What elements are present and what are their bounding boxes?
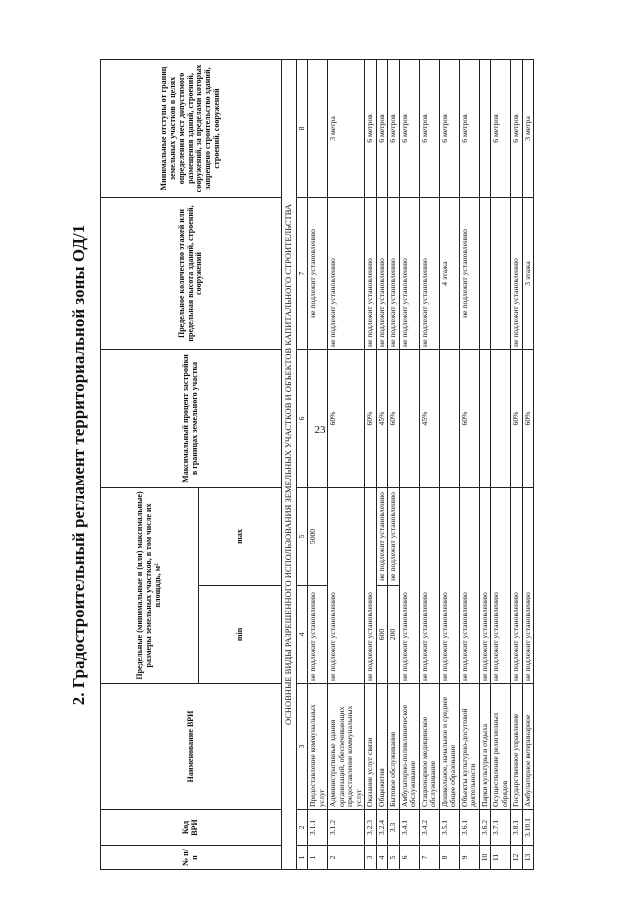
row-name: Дошкольное, начальное и среднее общее образование bbox=[439, 684, 459, 810]
row-floors: не подлежит установлению bbox=[376, 198, 388, 350]
row-floors: не подлежит установлению bbox=[459, 198, 479, 350]
row-code: 3.4.1 bbox=[399, 810, 419, 846]
row-floors: 3 этажа bbox=[522, 198, 534, 350]
row-minmax: не подлежит установлению bbox=[491, 488, 511, 684]
row-setback: 6 метров bbox=[388, 60, 400, 198]
row-coverage: 45% bbox=[376, 350, 388, 488]
row-setback: 6 метров bbox=[399, 60, 419, 198]
document-title: 2. Градостроительный регламент территориальной зоны ОД/1 bbox=[69, 224, 88, 706]
col-name-header: Наименование ВРИ bbox=[101, 684, 282, 810]
row-floors: не подлежит установлению bbox=[511, 198, 523, 350]
row-floors bbox=[479, 198, 491, 350]
row-setback bbox=[479, 60, 491, 198]
row-floors: не подлежит установлению bbox=[419, 198, 439, 350]
row-num: 2 bbox=[328, 846, 365, 870]
table-row bbox=[459, 60, 479, 870]
row-num: 10 bbox=[479, 846, 491, 870]
row-minmax: не подлежит установлению bbox=[365, 488, 377, 684]
row-code: 3.1.1 bbox=[308, 810, 328, 846]
row-coverage: 60% bbox=[328, 350, 365, 488]
table-row bbox=[328, 60, 365, 870]
row-floors: не подлежит установлению bbox=[399, 198, 419, 350]
row-coverage: 60% bbox=[388, 350, 400, 488]
row-setback: 3 метра bbox=[328, 60, 365, 198]
row-floors: не подлежит установлению bbox=[328, 198, 365, 350]
row-setback: 6 метров bbox=[491, 60, 511, 198]
row-num: 5 bbox=[388, 846, 400, 870]
row-num: 12 bbox=[511, 846, 523, 870]
row-name: Административные здания организаций, обеспечивающих предоставление коммунальных услуг bbox=[328, 684, 365, 810]
row-name: Амбулаторное ветеринарное bbox=[522, 684, 534, 810]
row-floors bbox=[491, 198, 511, 350]
row-name: Осуществление религиозных обрядов bbox=[491, 684, 511, 810]
row-code: 3.5.1 bbox=[439, 810, 459, 846]
col-num-header: № п/п bbox=[101, 846, 282, 870]
row-setback: 6 метров bbox=[419, 60, 439, 198]
table-row bbox=[376, 60, 388, 870]
table-row bbox=[308, 60, 328, 870]
row-setback: 3 метра bbox=[522, 60, 534, 198]
row-coverage: 60% bbox=[459, 350, 479, 488]
row-minmax: не подлежит установлению bbox=[479, 488, 491, 684]
row-floors: 4 этажа bbox=[439, 198, 459, 350]
row-num: 4 bbox=[376, 846, 388, 870]
column-number: 6 bbox=[296, 350, 308, 488]
row-code: 3.6.1 bbox=[459, 810, 479, 846]
row-num: 9 bbox=[459, 846, 479, 870]
row-minmax: не подлежит установлению bbox=[522, 488, 534, 684]
table-row bbox=[399, 60, 419, 870]
row-minmax: не подлежит установлению bbox=[399, 488, 419, 684]
row-max: не подлежит установлению bbox=[376, 488, 388, 586]
column-number: 1 bbox=[296, 846, 308, 870]
row-code: 3.10.1 bbox=[522, 810, 534, 846]
row-coverage bbox=[399, 350, 419, 488]
row-num: 6 bbox=[399, 846, 419, 870]
row-setback: 6 метров bbox=[511, 60, 523, 198]
table-row bbox=[419, 60, 439, 870]
row-setback: 6 метров bbox=[365, 60, 377, 198]
col-max-header: max bbox=[199, 488, 282, 586]
page-number: 23 bbox=[314, 424, 326, 436]
column-number: 5 bbox=[296, 488, 308, 586]
row-code: 3.7.1 bbox=[491, 810, 511, 846]
row-code: 3.2.4 bbox=[376, 810, 388, 846]
table-row bbox=[511, 60, 523, 870]
row-minmax: не подлежит установлению bbox=[328, 488, 365, 684]
regulation-table bbox=[100, 59, 534, 870]
table-row bbox=[491, 60, 511, 870]
row-coverage bbox=[479, 350, 491, 488]
row-setback: 6 метров bbox=[376, 60, 388, 198]
row-minmax: не подлежит установлению bbox=[459, 488, 479, 684]
row-name: Государственное управление bbox=[511, 684, 523, 810]
row-name: Оказание услуг связи bbox=[365, 684, 377, 810]
row-coverage bbox=[439, 350, 459, 488]
col-floors-header: Предельное количество этажей или предельная высота зданий, строений, сооружений bbox=[101, 198, 282, 350]
row-setback: 6 метров bbox=[459, 60, 479, 198]
row-name: Стационарное медицинское обслуживание bbox=[419, 684, 439, 810]
table-row bbox=[439, 60, 459, 870]
column-number: 8 bbox=[296, 60, 308, 198]
row-coverage: 60% bbox=[522, 350, 534, 488]
col-coverage-header: Максимальный процент застройки в границах земельного участка bbox=[101, 350, 282, 488]
row-floors: не подлежит установлению bbox=[308, 198, 328, 350]
row-coverage: 45% bbox=[419, 350, 439, 488]
col-sizes-header: Предельные (минимальные и (или) максимальные) размеры земельных участков, в том числе их площадь, м² bbox=[101, 488, 199, 684]
table-row bbox=[388, 60, 400, 870]
row-code: 3.6.2 bbox=[479, 810, 491, 846]
column-number-row bbox=[296, 60, 308, 870]
row-min: не подлежит установлению bbox=[308, 586, 328, 684]
row-minmax: не подлежит установлению bbox=[511, 488, 523, 684]
row-min: 600 bbox=[376, 586, 388, 684]
row-coverage: 60% bbox=[365, 350, 377, 488]
col-code-header: Код ВРИ bbox=[101, 810, 282, 846]
row-num: 11 bbox=[491, 846, 511, 870]
row-floors: не подлежит установлению bbox=[365, 198, 377, 350]
row-setback bbox=[308, 60, 328, 198]
column-number: 7 bbox=[296, 198, 308, 350]
row-floors: не подлежит установлению bbox=[388, 198, 400, 350]
row-coverage bbox=[491, 350, 511, 488]
row-code: 3.1.2 bbox=[328, 810, 365, 846]
row-minmax: не подлежит установлению bbox=[419, 488, 439, 684]
row-max: не подлежит установлению bbox=[388, 488, 400, 586]
column-number: 2 bbox=[296, 810, 308, 846]
row-code: 3.4.2 bbox=[419, 810, 439, 846]
col-setback-header: Минимальные отступы от границ земельных участков в целях определения мест допустимого размещения зданий, строений, сооружений, за пределами которых запрещено строительство зданий, строений, сооружений bbox=[101, 60, 282, 198]
row-num: 7 bbox=[419, 846, 439, 870]
col-min-header: min bbox=[199, 586, 282, 684]
row-name: Объекты культурно-досуговой деятельности bbox=[459, 684, 479, 810]
row-num: 8 bbox=[439, 846, 459, 870]
column-number: 4 bbox=[296, 586, 308, 684]
section-row bbox=[282, 60, 297, 870]
row-num: 13 bbox=[522, 846, 534, 870]
table-row bbox=[479, 60, 491, 870]
row-name: Предоставление коммунальных услуг bbox=[308, 684, 328, 810]
row-name: Общежития bbox=[376, 684, 388, 810]
row-setback: 6 метров bbox=[439, 60, 459, 198]
rotated-page-content bbox=[60, 60, 620, 870]
row-name: Амбулаторно-поликлиническое обслуживание bbox=[399, 684, 419, 810]
row-coverage: 60% bbox=[511, 350, 523, 488]
row-minmax: не подлежит установлению bbox=[439, 488, 459, 684]
table-row bbox=[365, 60, 377, 870]
row-name: Бытовое обслуживание bbox=[388, 684, 400, 810]
row-code: 3.3 bbox=[388, 810, 400, 846]
row-code: 3.2.3 bbox=[365, 810, 377, 846]
row-num: 3 bbox=[365, 846, 377, 870]
row-code: 3.8.1 bbox=[511, 810, 523, 846]
row-max: 5000 bbox=[308, 488, 328, 586]
column-number: 3 bbox=[296, 684, 308, 810]
table-row bbox=[522, 60, 534, 870]
row-name: Парки культуры и отдыха bbox=[479, 684, 491, 810]
row-coverage bbox=[308, 350, 328, 488]
section-title: ОСНОВНЫЕ ВИДЫ РАЗРЕШЕННОГО ИСПОЛЬЗОВАНИЯ ЗЕМЕЛЬНЫХ УЧАСТКОВ И ОБЪЕКТОВ КАПИТАЛЬНОГО СТРОИТЕЛЬСТВА bbox=[282, 60, 297, 870]
row-min: 200 bbox=[388, 586, 400, 684]
row-num: 1 bbox=[308, 846, 328, 870]
